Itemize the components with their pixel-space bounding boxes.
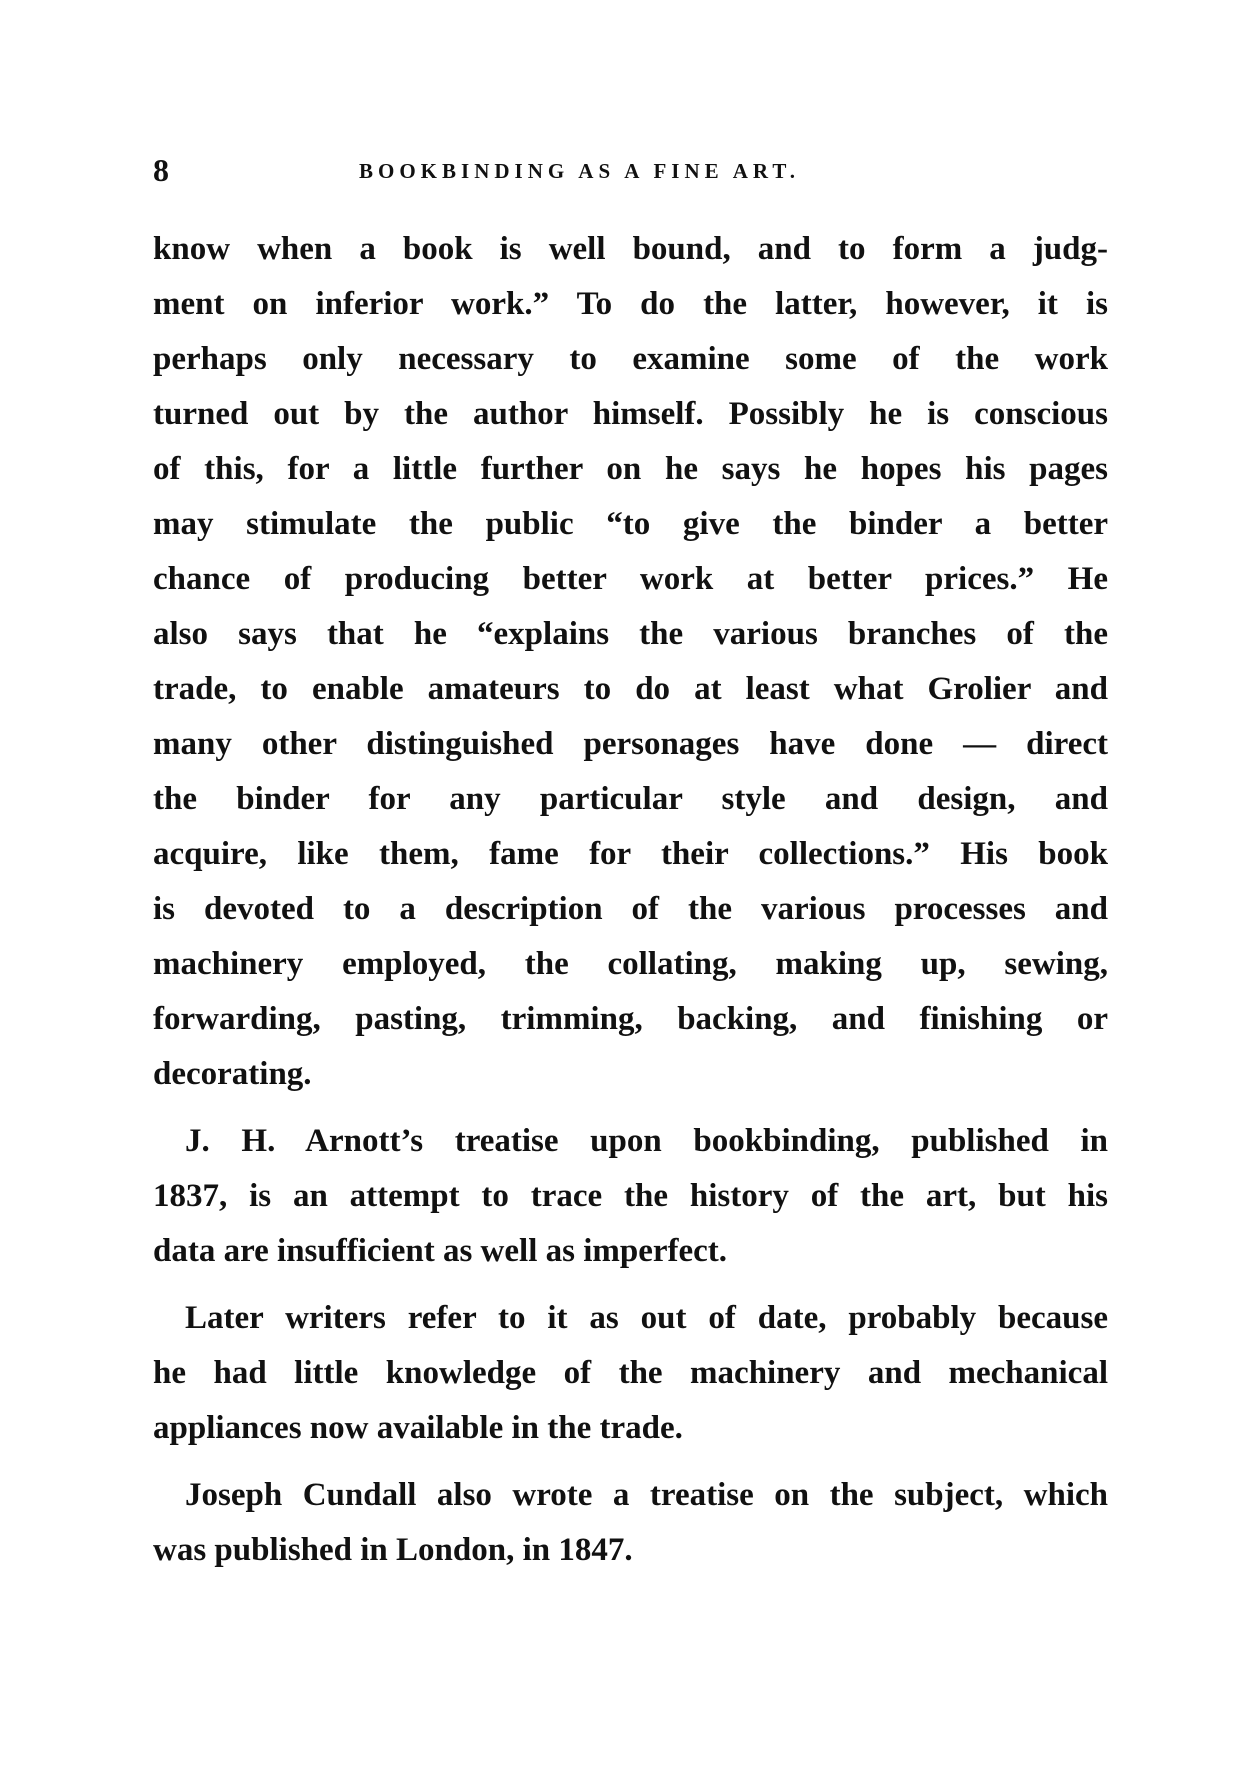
running-head: BOOKBINDING AS A FINE ART.	[359, 159, 801, 183]
text-line: the binder for any particular style and design, and	[153, 781, 1108, 817]
text-line: chance of producing better work at better prices.” He	[153, 561, 1108, 597]
text-line: Later writers refer to it as out of date, probably because	[185, 1300, 1108, 1336]
text-line: Joseph Cundall also wrote a treatise on the subject, which	[185, 1477, 1108, 1513]
page-number: 8	[153, 152, 169, 188]
text-line: forwarding, pasting, trimming, backing, and finishing or	[153, 1001, 1108, 1037]
body-text	[153, 222, 1108, 1590]
text-line: J. H. Arnott’s treatise upon bookbinding, published in	[185, 1123, 1108, 1159]
text-line: know when a book is well bound, and to form a judg-	[153, 231, 1108, 267]
text-line: trade, to enable amateurs to do at least what Grolier and	[153, 671, 1108, 707]
text-line: appliances now available in the trade.	[153, 1410, 683, 1446]
text-line: many other distinguished personages have done — direct	[153, 726, 1108, 762]
text-line: turned out by the author himself. Possibly he is conscious	[153, 396, 1108, 432]
text-line: is devoted to a description of the various processes and	[153, 891, 1108, 927]
text-line: of this, for a little further on he says he hopes his pages	[153, 451, 1108, 487]
text-line: was published in London, in 1847.	[153, 1532, 633, 1568]
text-line: 1837, is an attempt to trace the history of the art, but his	[153, 1178, 1108, 1214]
text-line: also says that he “explains the various branches of the	[153, 616, 1108, 652]
text-line: decorating.	[153, 1056, 312, 1092]
paragraph-4	[153, 1468, 1108, 1578]
text-line: perhaps only necessary to examine some of the work	[153, 341, 1108, 377]
page-header	[153, 150, 1108, 190]
text-line: may stimulate the public “to give the binder a better	[153, 506, 1108, 542]
text-line: he had little knowledge of the machinery and mechanical	[153, 1355, 1108, 1391]
text-line: data are insufficient as well as imperfect.	[153, 1233, 728, 1269]
paragraph-2	[153, 1114, 1108, 1279]
text-line: machinery employed, the collating, making up, sewing,	[153, 946, 1108, 982]
text-line: ment on inferior work.” To do the latter, however, it is	[153, 286, 1108, 322]
paragraph-3	[153, 1291, 1108, 1456]
text-line: acquire, like them, fame for their collections.” His book	[153, 836, 1108, 872]
paragraph-1	[153, 222, 1108, 1102]
